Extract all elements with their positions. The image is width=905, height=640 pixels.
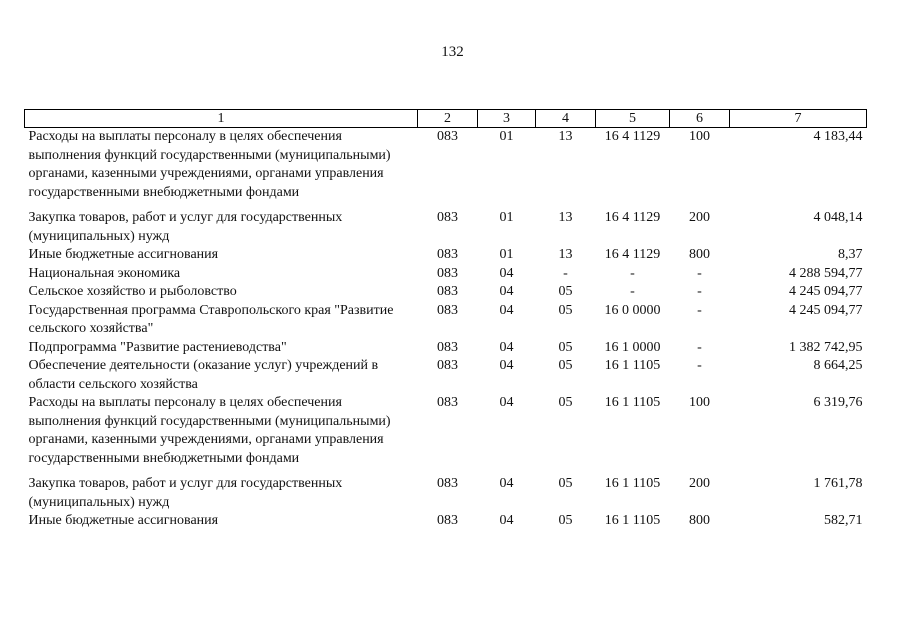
- header-col-5: 5: [596, 110, 670, 128]
- table-row: [25, 128, 867, 210]
- table-row: [25, 357, 867, 394]
- row-code-expense-type: -: [697, 284, 702, 299]
- header-col-3: 3: [478, 110, 536, 128]
- row-code-target: 16 4 1129: [604, 247, 661, 262]
- row-code-target: 16 1 1105: [604, 395, 661, 410]
- row-amount: 4 245 094,77: [789, 302, 863, 318]
- page-number: 132: [441, 44, 464, 60]
- row-code-expense-type: 200: [689, 210, 710, 225]
- header-col-1: 1: [25, 110, 418, 128]
- row-code-expense-type: 200: [689, 476, 710, 491]
- row-description: Иные бюджетные ассигнования: [28, 513, 219, 528]
- row-amount: 4 245 094,77: [789, 284, 863, 299]
- row-amount: 4 048,14: [813, 210, 863, 225]
- row-code-section: 04: [499, 284, 514, 299]
- row-code-ministry: 083: [437, 358, 458, 373]
- row-code-ministry: 083: [437, 129, 458, 144]
- row-amount: 8 664,25: [813, 358, 863, 373]
- row-description: Подпрограмма "Развитие растениеводства": [28, 339, 287, 355]
- table-row: [25, 394, 867, 475]
- row-code-ministry: 083: [437, 265, 458, 281]
- row-code-ministry: 083: [437, 476, 458, 491]
- row-code-target: 16 1 0000: [604, 339, 661, 355]
- row-code-subsection: 05: [558, 358, 573, 373]
- table-body: [25, 128, 867, 531]
- row-code-ministry: 083: [437, 210, 458, 225]
- row-code-expense-type: -: [697, 339, 702, 355]
- row-code-ministry: 083: [437, 302, 458, 318]
- row-description: Сельское хозяйство и рыболовство: [28, 284, 237, 299]
- budget-table: [24, 109, 867, 531]
- header-row: [25, 110, 867, 128]
- row-description: Расходы на выплаты персоналу в целях обеспечения выполнения функций государственными (муниципальными) органами, казенными учреждениями, органами управления государственными внебюджетными фондами: [28, 129, 391, 200]
- row-amount: 8,37: [838, 247, 863, 262]
- row-code-subsection: -: [563, 265, 568, 281]
- row-code-expense-type: 100: [689, 395, 710, 410]
- table-row: [25, 302, 867, 339]
- row-code-section: 04: [499, 513, 514, 528]
- table-row: [25, 265, 867, 284]
- header-col-4: 4: [536, 110, 596, 128]
- row-amount: 1 382 742,95: [789, 339, 863, 355]
- row-description: Иные бюджетные ассигнования: [28, 247, 219, 262]
- row-code-section: 04: [499, 339, 514, 355]
- row-code-subsection: 05: [558, 339, 573, 355]
- table-row: [25, 475, 867, 512]
- row-code-subsection: 13: [558, 210, 573, 225]
- table-row: [25, 209, 867, 246]
- row-description: Расходы на выплаты персоналу в целях обеспечения выполнения функций государственными (муниципальными) органами, казенными учреждениями, органами управления государственными внебюджетными фондами: [28, 395, 391, 466]
- row-code-target: 16 4 1129: [604, 129, 661, 144]
- row-code-target: -: [630, 284, 635, 299]
- row-code-target: 16 1 1105: [604, 358, 661, 373]
- row-code-target: 16 0 0000: [604, 302, 661, 318]
- table-row: [25, 512, 867, 531]
- row-description: Государственная программа Ставропольского края "Развитие сельского хозяйства": [28, 302, 394, 336]
- row-code-section: 04: [499, 302, 514, 318]
- row-code-target: 16 4 1129: [604, 210, 661, 225]
- row-code-target: 16 1 1105: [604, 513, 661, 528]
- row-code-target: 16 1 1105: [604, 476, 661, 491]
- row-code-expense-type: -: [697, 302, 702, 318]
- table-row: [25, 283, 867, 302]
- row-code-target: -: [630, 265, 635, 281]
- row-code-subsection: 05: [558, 476, 573, 491]
- table-row: [25, 246, 867, 265]
- header-col-7: 7: [730, 110, 867, 128]
- row-code-subsection: 05: [558, 395, 573, 410]
- row-amount: 4 183,44: [813, 129, 863, 144]
- row-code-subsection: 13: [558, 129, 573, 144]
- row-code-section: 04: [499, 358, 514, 373]
- row-description: Обеспечение деятельности (оказание услуг) учреждений в области сельского хозяйства: [28, 358, 379, 392]
- row-code-section: 04: [499, 476, 514, 491]
- row-code-expense-type: 800: [689, 247, 710, 262]
- header-col-6: 6: [670, 110, 730, 128]
- row-code-subsection: 05: [558, 284, 573, 299]
- row-amount: 4 288 594,77: [789, 265, 863, 281]
- row-code-expense-type: 100: [689, 129, 710, 144]
- row-code-section: 04: [499, 265, 514, 281]
- row-amount: 1 761,78: [813, 476, 863, 491]
- row-code-ministry: 083: [437, 513, 458, 528]
- row-description: Закупка товаров, работ и услуг для государственных (муниципальных) нужд: [28, 210, 343, 244]
- row-amount: 6 319,76: [813, 395, 863, 410]
- row-code-expense-type: -: [697, 265, 702, 281]
- row-code-ministry: 083: [437, 284, 458, 299]
- row-code-expense-type: 800: [689, 513, 710, 528]
- row-code-subsection: 05: [558, 302, 573, 318]
- row-code-ministry: 083: [437, 395, 458, 410]
- row-amount: 582,71: [824, 513, 863, 528]
- header-col-2: 2: [418, 110, 478, 128]
- row-description: Закупка товаров, работ и услуг для государственных (муниципальных) нужд: [28, 476, 343, 510]
- row-code-expense-type: -: [697, 358, 702, 373]
- row-description: Национальная экономика: [28, 265, 181, 281]
- row-code-section: 01: [499, 247, 514, 262]
- row-code-section: 04: [499, 395, 514, 410]
- row-code-subsection: 05: [558, 513, 573, 528]
- row-code-section: 01: [499, 210, 514, 225]
- row-code-section: 01: [499, 129, 514, 144]
- table-header: [25, 110, 867, 128]
- table-row: [25, 339, 867, 358]
- row-code-subsection: 13: [558, 247, 573, 262]
- row-code-ministry: 083: [437, 247, 458, 262]
- row-code-ministry: 083: [437, 339, 458, 355]
